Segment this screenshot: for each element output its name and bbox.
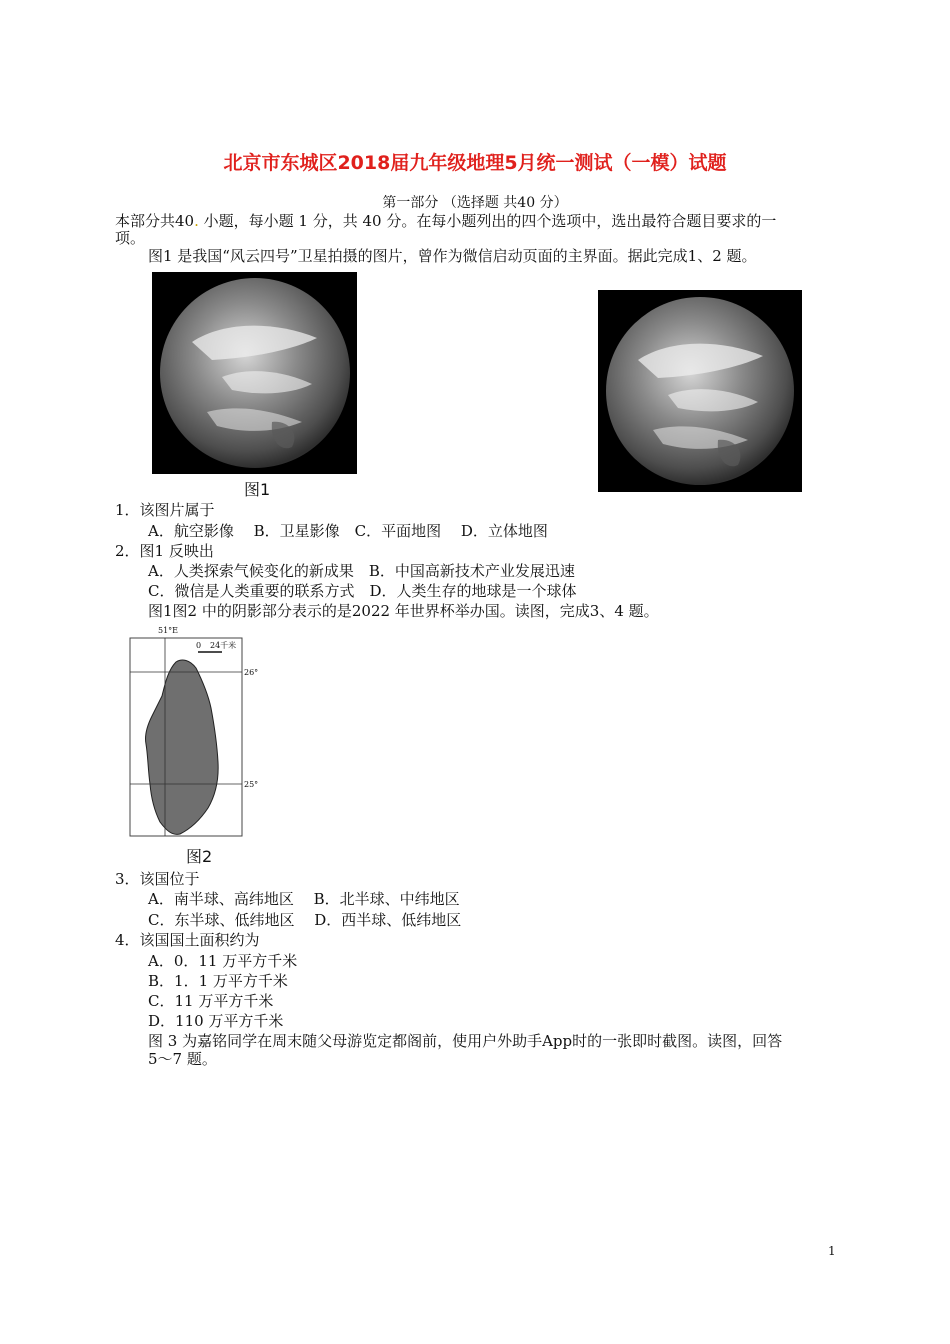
q4-option-c: C．11 万平方千米 xyxy=(148,992,274,1010)
q1-stem: 1．该图片属于 xyxy=(115,501,215,519)
instructions-number: 40 xyxy=(175,212,195,230)
q3-options-cd: C．东半球、低纬地区 D．西半球、低纬地区 xyxy=(148,911,462,929)
q2-stem: 2．图1 反映出 xyxy=(115,542,214,560)
satellite-earth-image-left xyxy=(152,272,357,474)
document-title: 北京市东城区2018届九年级地理5月统一测试（一模）试题 xyxy=(223,152,727,174)
instructions-dot: . xyxy=(194,212,199,230)
q4-stem: 4．该国国土面积约为 xyxy=(115,931,260,949)
q3-options-ab: A．南半球、高纬地区 B．北半球、中纬地区 xyxy=(148,890,460,908)
section-header: 第一部分 （选择题 共40 分） xyxy=(382,195,568,211)
instructions-line-1 xyxy=(115,211,776,231)
earth-globe-right xyxy=(598,290,802,492)
fig3-intro-line-2: 5～7 题。 xyxy=(148,1050,217,1068)
fig2-caption: 图2 xyxy=(186,847,213,866)
qatar-map xyxy=(118,624,259,840)
earth-globe-left xyxy=(152,272,357,474)
q1-options: A．航空影像 B．卫星影像 C．平面地图 D．立体地图 xyxy=(148,522,548,540)
fig2-intro: 图1图2 中的阴影部分表示的是2022 年世界杯举办国。读图，完成3、4 题。 xyxy=(148,602,659,620)
longitude-label: 51°E xyxy=(158,626,179,635)
lat-label-26: 26° xyxy=(244,668,259,677)
q2-options-ab: A．人类探索气候变化的新成果 B．中国高新技术产业发展迅速 xyxy=(148,562,575,580)
satellite-earth-image-right xyxy=(598,290,802,492)
page-number: 1 xyxy=(828,1244,836,1258)
fig1-intro: 图1 是我国“风云四号”卫星拍摄的图片，曾作为微信启动页面的主界面。据此完成1、2 题。 xyxy=(148,247,757,265)
instructions-text-a: 本部分共 xyxy=(115,212,176,230)
scale-label: 24千米 xyxy=(210,641,237,650)
q4-option-b: B．1．1 万平方千米 xyxy=(148,972,288,990)
fig3-intro-line-1: 图 3 为嘉铭同学在周末随父母游览定都阁前，使用户外助手App时的一张即时截图。读图，回答 xyxy=(148,1032,783,1050)
q2-options-cd: C．微信是人类重要的联系方式 D．人类生存的地球是一个球体 xyxy=(148,582,577,600)
fig1-caption: 图1 xyxy=(244,480,271,499)
scale-zero: 0 xyxy=(196,641,202,650)
lat-label-25: 25° xyxy=(244,780,259,789)
instructions-line-2: 项。 xyxy=(115,229,146,247)
q4-option-d: D．110 万平方千米 xyxy=(148,1012,284,1030)
q3-stem: 3．该国位于 xyxy=(115,870,200,888)
q4-option-a: A．0．11 万平方千米 xyxy=(148,952,298,970)
instructions-text-b: 小题，每小题 1 分，共 40 分。在每小题列出的四个选项中，选出最符合题目要求的一 xyxy=(198,212,777,230)
